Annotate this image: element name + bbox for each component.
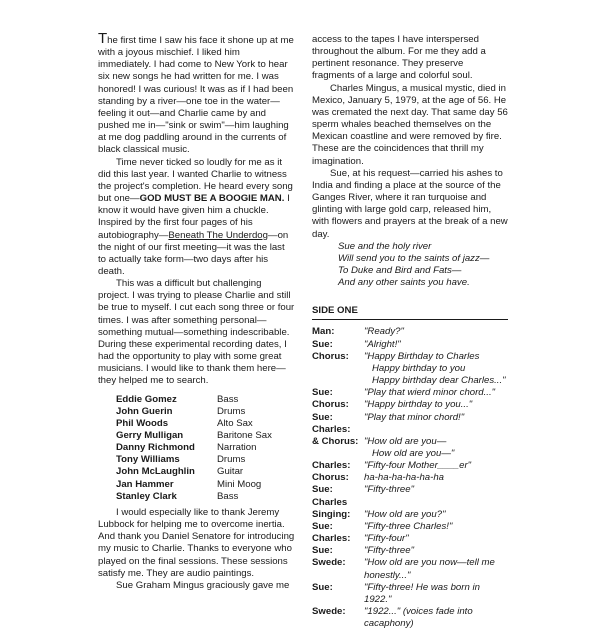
dialogue-row bbox=[312, 351, 508, 387]
musician-row bbox=[98, 394, 295, 406]
dialogue-line: "1922..." (voices fade into bbox=[364, 606, 473, 618]
musician-instrument: Mini Moog bbox=[217, 478, 262, 490]
dialogue-line: Happy birthday dear Charles..." bbox=[372, 375, 506, 387]
dialogue-line: Happy birthday to you bbox=[372, 362, 466, 374]
musician-name: Tony Williams bbox=[116, 454, 180, 466]
dialogue-row bbox=[312, 399, 508, 411]
dialogue-lines bbox=[364, 521, 508, 533]
musician-name: Eddie Gomez bbox=[116, 393, 177, 405]
musician-name: Jan Hammer bbox=[116, 478, 174, 490]
dialogue-lines bbox=[364, 387, 508, 399]
speaker: Sue: bbox=[312, 387, 333, 399]
drop-cap: T bbox=[98, 30, 108, 47]
musician-instrument: Alto Sax bbox=[217, 417, 253, 429]
musician-row bbox=[98, 418, 295, 430]
speaker: Man: bbox=[312, 326, 335, 338]
dialogue-line: "Fifty-three! He was born in bbox=[364, 581, 480, 593]
dialogue-lines bbox=[364, 436, 508, 460]
speaker: Chorus: bbox=[312, 399, 349, 411]
musician-row bbox=[98, 466, 295, 478]
speaker: Charles: bbox=[312, 460, 351, 472]
musician-instrument: Bass bbox=[217, 393, 239, 405]
dialogue-row bbox=[312, 545, 508, 557]
dialogue-row bbox=[312, 472, 508, 484]
dialogue-row bbox=[312, 326, 508, 338]
musician-name: Stanley Clark bbox=[116, 490, 177, 502]
song-title: GOD MUST BE A BOOGIE MAN. bbox=[139, 193, 285, 205]
musicians-list bbox=[98, 394, 295, 503]
speaker: Sue: bbox=[312, 545, 333, 557]
musician-instrument: Guitar bbox=[217, 466, 244, 478]
dialogue-line: "Fifty-four Mother____er" bbox=[364, 460, 472, 472]
dialogue-lines bbox=[364, 472, 508, 484]
dialogue-row bbox=[312, 387, 508, 399]
dialogue-row bbox=[312, 424, 508, 436]
dialogue-line: "Fifty-three" bbox=[364, 484, 414, 496]
musician-row bbox=[98, 479, 295, 491]
dialogue-lines bbox=[364, 484, 508, 496]
musician-instrument: Baritone Sax bbox=[217, 430, 272, 441]
speaker: Charles bbox=[312, 496, 348, 508]
dialogue-line: "Fifty-three" bbox=[364, 545, 414, 557]
musician-instrument: Bass bbox=[217, 490, 239, 502]
dialogue-line: "Fifty-three Charles!" bbox=[364, 520, 453, 532]
speaker: Charles: bbox=[312, 423, 351, 435]
dialogue-row bbox=[312, 606, 508, 630]
poem-line: Will send you to the saints of jazz— bbox=[338, 252, 490, 264]
musician-row bbox=[98, 430, 295, 442]
poem-line: Sue and the holy river bbox=[338, 240, 432, 252]
dialogue-list bbox=[312, 326, 508, 630]
death-paragraph: Charles Mingus, a musical mystic, died in Mexico, January 5, 1979, at the age of 56. He was cremated the next day. That same day 56 sperm whales beached themselves on the Mexican coastline and were removed by fire. These are the coincidences that thrill my imagination. bbox=[312, 82, 508, 167]
dialogue-lines bbox=[364, 557, 508, 581]
dialogue-line: cacaphony) bbox=[364, 618, 414, 630]
musician-name: Gerry Mulligan bbox=[116, 430, 184, 441]
dialogue-line: "Play that wierd minor chord..." bbox=[364, 387, 496, 399]
speaker: Sue: bbox=[312, 520, 333, 532]
dialogue-row bbox=[312, 497, 508, 509]
speaker: Swede: bbox=[312, 606, 346, 618]
dialogue-lines bbox=[364, 339, 508, 351]
musician-row bbox=[98, 491, 295, 503]
text-run: Time never ticked so loudly for me as it did this last year. I wanted Charlie to witness the project's completion. He heard every song but one— bbox=[98, 156, 293, 205]
text-run: I know it would have given him a chuckle. Inspired by the first four pages of his autobiography— bbox=[98, 193, 290, 241]
musician-instrument: Drums bbox=[217, 454, 246, 466]
dialogue-line: "Happy Birthday to Charles bbox=[364, 350, 480, 362]
speaker: Swede: bbox=[312, 557, 346, 569]
musician-name: John Guerin bbox=[116, 405, 173, 417]
dialogue-line: "How old are you?" bbox=[364, 508, 446, 520]
left-column bbox=[98, 30, 295, 592]
musician-name: Phil Woods bbox=[116, 417, 169, 429]
dialogue-lines bbox=[364, 424, 508, 436]
poem bbox=[338, 241, 508, 290]
speaker: Singing: bbox=[312, 508, 351, 520]
time-paragraph bbox=[98, 157, 295, 279]
dialogue-line: 1922." bbox=[364, 593, 392, 605]
dialogue-line: "Happy birthday to you..." bbox=[364, 399, 473, 411]
musician-row bbox=[98, 442, 295, 454]
dialogue-row bbox=[312, 460, 508, 472]
dialogue-lines bbox=[364, 399, 508, 411]
thanks-paragraph: I would especially like to thank Jeremy Lubbock for helping me to overcome inertia. And thank you Daniel Senatore for introducing my music to Charlie. Thanks to everyone who played on the final sessions. These sessions satisfy me. They are audio paintings. bbox=[98, 506, 295, 579]
dialogue-row bbox=[312, 339, 508, 351]
musician-name: Danny Richmond bbox=[116, 442, 195, 454]
dialogue-line: "Play that minor chord!" bbox=[364, 411, 465, 423]
side-one-heading: SIDE ONE bbox=[312, 305, 508, 320]
dialogue-line: How old are you—" bbox=[372, 448, 455, 459]
text-run: —on the night of our first meeting—it was the last to actually take form—two days after his death. bbox=[98, 229, 289, 277]
dialogue-row bbox=[312, 436, 508, 460]
dialogue-lines bbox=[364, 582, 508, 606]
dialogue-row bbox=[312, 557, 508, 581]
poem-line: To Duke and Bird and Fats— bbox=[338, 264, 462, 276]
speaker: Chorus: bbox=[312, 350, 349, 362]
dialogue-line: honestly..." bbox=[364, 569, 411, 581]
dialogue-line: "Ready?" bbox=[364, 326, 404, 338]
dialogue-lines bbox=[364, 606, 508, 630]
dialogue-lines bbox=[364, 545, 508, 557]
dialogue-lines bbox=[364, 497, 508, 509]
dialogue-line: "Alright!" bbox=[364, 338, 401, 350]
tapes-paragraph: access to the tapes I have interspersed throughout the album. For me they add a pertinent resonance. They preserve fragments of a large and colorful soul. bbox=[312, 34, 486, 82]
dialogue-lines bbox=[364, 412, 508, 424]
speaker: & Chorus: bbox=[312, 435, 359, 447]
dialogue-row bbox=[312, 533, 508, 545]
dialogue-lines bbox=[364, 351, 508, 387]
intro-text: he first time I saw his face it shone up at me with a joyous mischief. I liked him immediately. I had come to New York to hear six new songs he had written for me. I was honored! I was curious! It was as if I had been standing by a river—one toe in the water—feeling it out—and Charlie came by and pushed me in—"sink or swim"—him laughing at me dog paddling around in the currents of black classical music. bbox=[98, 35, 294, 156]
dialogue-lines bbox=[364, 460, 508, 472]
dialogue-lines bbox=[364, 326, 508, 338]
dialogue-line: "How old are you— bbox=[364, 435, 447, 447]
speaker: Sue: bbox=[312, 581, 333, 593]
musician-instrument: Narration bbox=[217, 442, 257, 454]
ashes-paragraph: Sue, at his request—carried his ashes to India and finding a place at the source of the Ganges River, where it ran turquoise and glinting with large gold carp, released him, with flowers and prayers at the break of a new day. bbox=[312, 167, 508, 240]
dialogue-line: ha-ha-ha-ha-ha-ha bbox=[364, 472, 445, 484]
dialogue-row bbox=[312, 582, 508, 606]
speaker: Charles: bbox=[312, 533, 351, 545]
dialogue-row bbox=[312, 412, 508, 424]
dialogue-row bbox=[312, 521, 508, 533]
dialogue-line: "How old are you now—tell me bbox=[364, 557, 495, 569]
dialogue-row bbox=[312, 484, 508, 496]
speaker: Sue: bbox=[312, 338, 333, 350]
right-column bbox=[312, 34, 508, 630]
musician-instrument: Drums bbox=[217, 405, 246, 417]
speaker: Sue: bbox=[312, 484, 333, 496]
dialogue-line: "Fifty-four" bbox=[364, 533, 409, 545]
poem-line: And any other saints you have. bbox=[338, 277, 470, 289]
project-paragraph: This was a difficult but challenging project. I was trying to please Charlie and still be true to myself. I cut each song three or four times. I was after something personal—something mutual—something indescribable. During these experimental recording dates, I had the opportunity to play with some great musicians. I would like to thank them here—they helped me to search. bbox=[98, 278, 295, 387]
book-title: Beneath The Underdog bbox=[168, 229, 268, 241]
dialogue-lines bbox=[364, 533, 508, 545]
musician-name: John McLaughlin bbox=[116, 466, 195, 478]
dialogue-row bbox=[312, 509, 508, 521]
musician-row bbox=[98, 406, 295, 418]
speaker: Sue: bbox=[312, 411, 333, 423]
sue-paragraph: Sue Graham Mingus graciously gave me bbox=[116, 579, 290, 591]
speaker: Chorus: bbox=[312, 472, 349, 484]
dialogue-lines bbox=[364, 509, 508, 521]
intro-paragraph bbox=[98, 30, 295, 157]
musician-row bbox=[98, 454, 295, 466]
